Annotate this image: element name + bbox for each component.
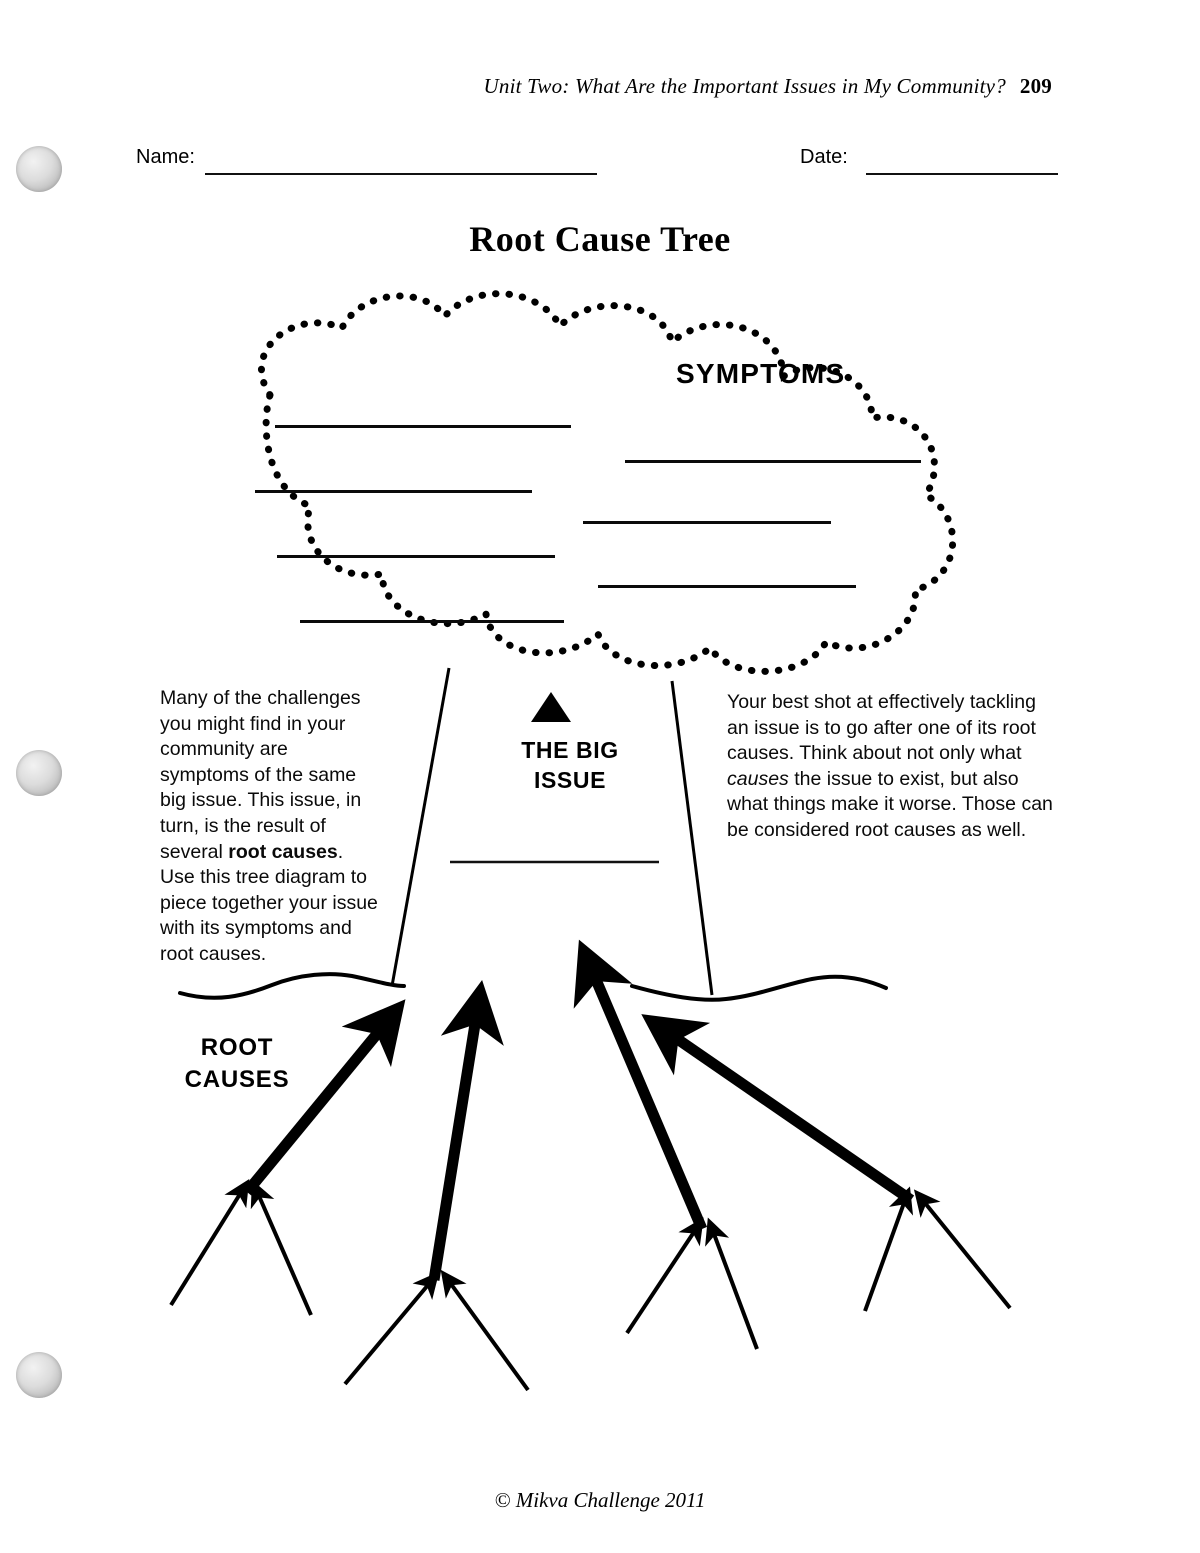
page-number: 209 xyxy=(1019,74,1052,98)
secondary-root-arrow-2a xyxy=(345,1285,428,1384)
name-label: Name: xyxy=(136,146,195,168)
secondary-root-arrow-4b xyxy=(925,1203,1010,1308)
primary-root-arrow-1 xyxy=(247,1029,381,1192)
secondary-root-arrow-3b xyxy=(714,1234,757,1349)
root-causes-line2: CAUSES xyxy=(184,1066,290,1093)
symptoms-label: SYMPTOMS xyxy=(676,358,846,389)
left-text-bold: root causes xyxy=(228,840,338,863)
secondary-root-arrow-2b xyxy=(451,1284,528,1390)
secondary-root-arrow-1b xyxy=(259,1196,311,1315)
primary-root-arrow-4 xyxy=(673,1036,911,1200)
copyright-footer: © Mikva Challenge 2011 xyxy=(494,1488,706,1512)
big-issue-line2: ISSUE xyxy=(533,767,607,793)
secondary-root-arrow-3a xyxy=(627,1232,694,1333)
primary-root-arrow-2 xyxy=(434,1018,476,1280)
left-text-part2: . Use this tree diagram to piece together your issue with its symptoms and root causes. xyxy=(160,840,378,965)
secondary-root-arrow-4a xyxy=(865,1203,904,1311)
page-title: Root Cause Tree xyxy=(469,219,731,259)
date-label: Date: xyxy=(800,146,848,168)
left-text-part1: Many of the challenges you might find in your community are symptoms of the same big issue. This issue, in turn, is the result of several xyxy=(160,687,362,863)
unit-header-text: Unit Two: What Are the Important Issues in My Community? xyxy=(483,74,1006,98)
secondary-root-arrow-1a xyxy=(171,1194,240,1305)
right-text-italic: causes xyxy=(727,767,789,790)
right-text-part2: the issue to exist, but also what things make it worse. Those can be considered root causes as well. xyxy=(727,767,1053,841)
root-causes-line1: ROOT xyxy=(200,1034,274,1061)
big-issue-line1: THE BIG xyxy=(521,737,619,763)
right-text-part1: Your best shot at effectively tackling an issue is to go after one of its root causes. Think about not only what xyxy=(727,691,1036,765)
primary-root-arrow-3 xyxy=(594,975,702,1229)
